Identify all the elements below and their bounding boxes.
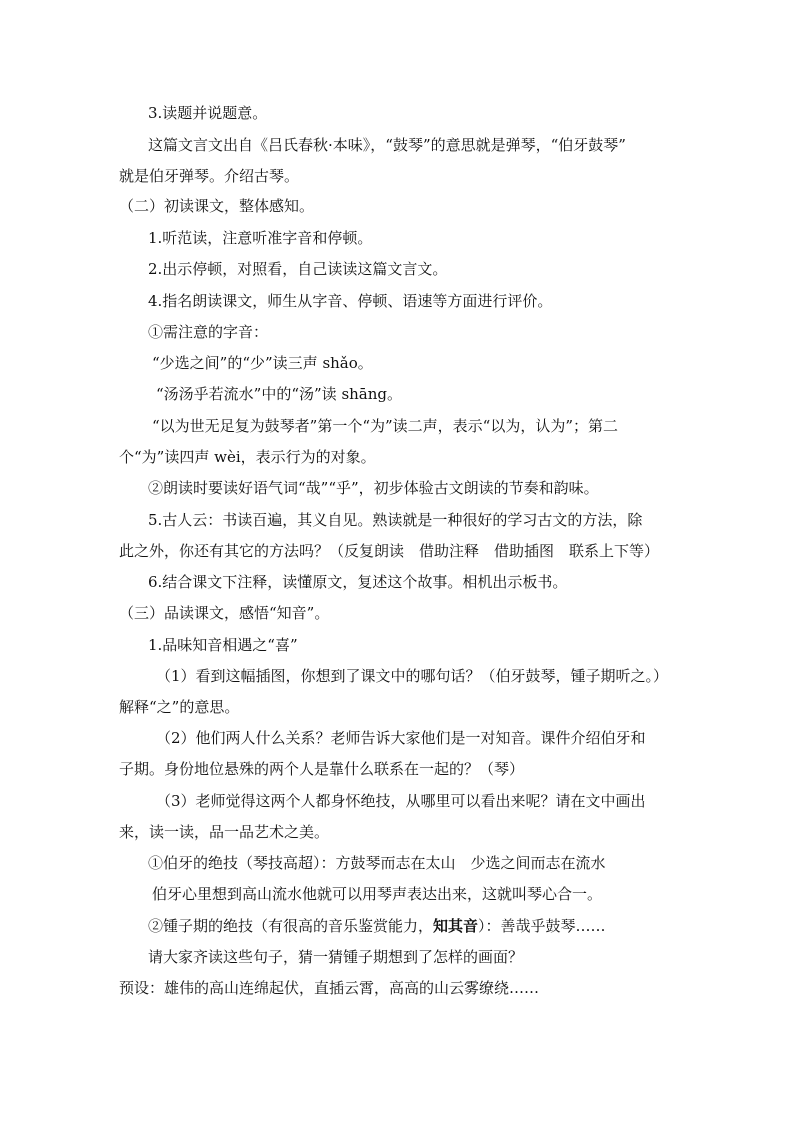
text-line-5: 1.听范读，注意听准字音和停顿。 bbox=[148, 229, 373, 247]
text-line-29: 预设：雄伟的高山连绵起伏，直插云霄，高高的山云雾缭绕…… bbox=[119, 979, 540, 997]
text-line-27-suffix: ）：善哉乎鼓琴…… bbox=[478, 917, 606, 935]
section-heading-2: （二）初读课文，整体感知。 bbox=[119, 197, 315, 215]
text-line-22: 子期。身份地位悬殊的两个人是靠什么联系在一起的？（琴） bbox=[119, 760, 525, 778]
text-line-28: 请大家齐读这些句子，猜一猜锺子期想到了怎样的画面？ bbox=[148, 948, 524, 966]
text-line-2: 这篇文言文出自《吕氏春秋·本味》，“鼓琴”的意思就是弹琴，“伯牙鼓琴” bbox=[148, 136, 626, 154]
text-line-23: （3）老师觉得这两个人都身怀绝技，从哪里可以看出来呢？请在文中画出 bbox=[156, 792, 646, 810]
text-line-20: 解释“之”的意思。 bbox=[119, 698, 240, 716]
text-line-24: 来，读一读，品一品艺术之美。 bbox=[119, 823, 330, 841]
text-line-19: （1）看到这幅插图，你想到了课文中的哪句话？（伯牙鼓琴，锺子期听之。） bbox=[156, 667, 669, 685]
text-line-16: 6.结合课文下注释，读懂原文，复述这个故事。相机出示板书。 bbox=[148, 573, 568, 591]
text-line-8: ①需注意的字音： bbox=[148, 323, 269, 341]
text-line-12: 个“为”读四声 wèi，表示行为的对象。 bbox=[119, 448, 376, 466]
text-line-25: ①伯牙的绝技（琴技高超）：方鼓琴而志在太山 少选之间而志在流水 bbox=[148, 854, 606, 872]
text-line-6: 2.出示停顿，对照看，自己读读这篇文言文。 bbox=[148, 260, 448, 278]
text-line-3: 就是伯牙弹琴。介绍古琴。 bbox=[119, 167, 300, 185]
section-heading-3: （三）品读课文，感悟“知音”。 bbox=[119, 604, 330, 622]
text-line-14: 5.古人云：书读百遍，其义自见。熟读就是一种很好的学习古文的方法，除 bbox=[148, 511, 643, 529]
text-line-27-bold: 知其音 bbox=[433, 917, 479, 935]
text-line-13: ②朗读时要读好语气词“哉”“乎”，初步体验古文朗读的节奏和韵味。 bbox=[148, 479, 599, 497]
text-line-21: （2）他们两人什么关系？老师告诉大家他们是一对知音。课件介绍伯牙和 bbox=[156, 729, 646, 747]
text-line-15: 此之外，你还有其它的方法吗？（反复朗读 借助注释 借助插图 联系上下等） bbox=[119, 542, 660, 560]
text-line-18: 1.品味知音相遇之“喜” bbox=[148, 636, 298, 654]
text-line-11: “以为世无足复为鼓琴者”第一个“为”读二声，表示“以为，认为”；第二 bbox=[152, 417, 619, 435]
text-line-7: 4.指名朗读课文，师生从字音、停顿、语速等方面进行评价。 bbox=[148, 292, 553, 310]
text-line-26: 伯牙心里想到高山流水他就可以用琴声表达出来，这就叫琴心合一。 bbox=[152, 885, 603, 903]
text-line-9: “少选之间”的“少”读三声 shǎo。 bbox=[152, 354, 373, 372]
text-line-27 bbox=[148, 916, 606, 936]
text-line-1: 3.读题并说题意。 bbox=[148, 104, 268, 122]
text-line-10: “汤汤乎若流水”中的“汤”读 shāng。 bbox=[156, 385, 403, 403]
text-line-27-prefix: ②锺子期的绝技（有很高的音乐鉴赏能力， bbox=[148, 917, 434, 935]
